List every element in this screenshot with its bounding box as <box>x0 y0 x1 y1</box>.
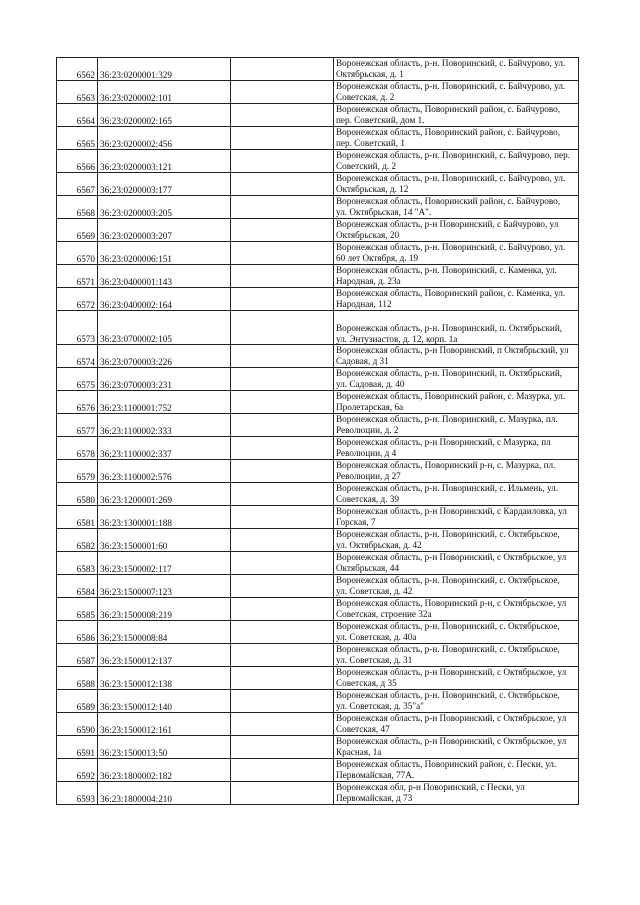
empty-cell <box>231 288 334 311</box>
empty-cell <box>231 483 334 506</box>
cadastral-number-cell: 36:23:1500012:140 <box>98 690 231 713</box>
empty-cell <box>231 81 334 104</box>
table-row <box>57 81 579 104</box>
cadastral-number-cell: 36:23:0200002:165 <box>98 104 231 127</box>
address-line: Советская, д. 39 <box>336 493 399 504</box>
empty-cell <box>231 621 334 644</box>
cadastral-number-cell: 36:23:0200002:101 <box>98 81 231 104</box>
address-line: Воронежская область, Поворинский район, с. Байчурово, <box>336 127 561 137</box>
address-line: Садовая, д 31 <box>336 355 389 366</box>
row-number-cell: 6590 <box>57 713 98 736</box>
cadastral-number-cell: 36:23:1500007:123 <box>98 575 231 598</box>
row-number-cell: 6587 <box>57 644 98 667</box>
address-line: Революции, д 4 <box>336 447 397 458</box>
address-line: Воронежская область, р-н. Поворинский, с. Октябрьское, <box>336 644 560 654</box>
address-line: Воронежская область, р-н Поворинский, с Октябрьское, ул <box>336 552 567 562</box>
empty-cell <box>231 575 334 598</box>
row-number-cell: 6582 <box>57 529 98 552</box>
cadastral-number-cell: 36:23:0200002:456 <box>98 127 231 150</box>
address-cell <box>334 150 579 173</box>
row-number-cell: 6577 <box>57 414 98 437</box>
empty-cell <box>231 690 334 713</box>
row-number-cell: 6585 <box>57 598 98 621</box>
empty-cell <box>231 150 334 173</box>
cadastral-number-cell: 36:23:1100002:333 <box>98 414 231 437</box>
address-line: Воронежская область, р-н. Поворинский, с. Каменка, ул. <box>336 265 557 275</box>
empty-cell <box>231 219 334 242</box>
address-line: Воронежская область, Поворинский район, с. Пески, ул. <box>336 759 557 769</box>
empty-cell <box>231 782 334 805</box>
row-number-cell: 6586 <box>57 621 98 644</box>
address-line: Воронежская область, р-н. Поворинский, с. Байчурово, ул. <box>336 173 566 183</box>
address-line: Советская, строение 32а <box>336 608 432 619</box>
table-row <box>57 759 579 782</box>
address-line: Воронежская область, р-н Поворинский, с Октябрьское, ул <box>336 667 567 677</box>
address-cell <box>334 391 579 414</box>
address-cell <box>334 81 579 104</box>
address-cell <box>334 483 579 506</box>
row-number-cell: 6573 <box>57 311 98 345</box>
cadastral-number-cell: 36:23:1200001:269 <box>98 483 231 506</box>
table-row <box>57 345 579 368</box>
address-cell <box>334 104 579 127</box>
address-line: Воронежская область, р-н. Поворинский, с. Мазурка, пл. <box>336 414 558 424</box>
cadastral-number-cell: 36:23:1100002:576 <box>98 460 231 483</box>
address-cell <box>334 58 579 81</box>
address-cell <box>334 368 579 391</box>
address-line: Воронежская область, р-н Поворинский, с Мазурка, пл <box>336 437 551 447</box>
table-row <box>57 219 579 242</box>
address-line: Революции, д 27 <box>336 470 401 481</box>
row-number-cell: 6570 <box>57 242 98 265</box>
cadastral-number-cell: 36:23:1500002:117 <box>98 552 231 575</box>
address-line: Воронежская область, Поворинский район, с. Мазурка, ул. <box>336 391 566 401</box>
cadastral-number-cell: 36:23:0200003:177 <box>98 173 231 196</box>
row-number-cell: 6572 <box>57 288 98 311</box>
table-row <box>57 265 579 288</box>
address-cell <box>334 265 579 288</box>
address-line: Октябрьская, 44 <box>336 562 400 573</box>
address-line: Красная, 1а <box>336 746 382 757</box>
address-line: Воронежская область, р-н Поворинский, с Байчурово, ул <box>336 219 559 229</box>
address-cell <box>334 506 579 529</box>
empty-cell <box>231 437 334 460</box>
address-line: Народная, д. 23а <box>336 275 401 286</box>
row-number-cell: 6579 <box>57 460 98 483</box>
address-cell <box>334 196 579 219</box>
address-line: Воронежская обл, р-н Поворинский, с Пески, ул <box>336 782 525 792</box>
row-number-cell: 6565 <box>57 127 98 150</box>
address-cell <box>334 127 579 150</box>
cadastral-number-cell: 36:23:1100001:752 <box>98 391 231 414</box>
address-cell <box>334 690 579 713</box>
address-line: ул. Октябрьская, д. 42 <box>336 539 422 550</box>
cadastral-number-cell: 36:23:1300001:188 <box>98 506 231 529</box>
address-line: Воронежская область, р-н Поворинский, п Октябрьский, ул <box>336 345 569 355</box>
table-row <box>57 414 579 437</box>
row-number-cell: 6583 <box>57 552 98 575</box>
row-number-cell: 6563 <box>57 81 98 104</box>
address-line: Воронежская область, р-н. Поворинский, с. Байчурово, ул. <box>336 242 566 252</box>
cadastral-number-cell: 36:23:0700003:231 <box>98 368 231 391</box>
address-line: Октябрьская, д. 12 <box>336 183 409 194</box>
address-cell <box>334 621 579 644</box>
cadastral-number-cell: 36:23:1500012:137 <box>98 644 231 667</box>
address-line: Воронежская область, р-н. Поворинский, п. Октябрьский, <box>336 368 563 378</box>
empty-cell <box>231 598 334 621</box>
cadastral-number-cell: 36:23:0200001:329 <box>98 58 231 81</box>
empty-cell <box>231 196 334 219</box>
table-row <box>57 58 579 81</box>
cadastral-number-cell: 36:23:1800004:210 <box>98 782 231 805</box>
row-number-cell: 6574 <box>57 345 98 368</box>
table-row <box>57 736 579 759</box>
empty-cell <box>231 506 334 529</box>
address-cell <box>334 311 579 345</box>
table-row <box>57 288 579 311</box>
empty-cell <box>231 391 334 414</box>
address-line: Народная, 112 <box>336 298 392 309</box>
table-row <box>57 196 579 219</box>
address-line: ул. Садовая, д. 40 <box>336 378 405 389</box>
row-number-cell: 6588 <box>57 667 98 690</box>
table-row <box>57 104 579 127</box>
row-number-cell: 6591 <box>57 736 98 759</box>
empty-cell <box>231 242 334 265</box>
table-row <box>57 621 579 644</box>
cadastral-number-cell: 36:23:1800002:182 <box>98 759 231 782</box>
cadastral-number-cell: 36:23:0200006:151 <box>98 242 231 265</box>
table-row <box>57 127 579 150</box>
address-line: ул. Советская, д. 31 <box>336 654 413 665</box>
address-line: пер. Советский, 1 <box>336 137 405 148</box>
empty-cell <box>231 460 334 483</box>
address-line: Воронежская область, р-н. Поворинский, с. Октябрьское, <box>336 529 560 539</box>
row-number-cell: 6566 <box>57 150 98 173</box>
address-line: Воронежская область, р-н. Поворинский, с. Байчурово, ул. <box>336 81 566 91</box>
address-line: Воронежская область, р-н Поворинский, с Октябрьское, ул <box>336 736 567 746</box>
address-line: ул. Советская, д. 40а <box>336 631 417 642</box>
address-line: Воронежская область, Поворинский р-н, с Октябрьское, ул <box>336 598 567 608</box>
cadastral-number-cell: 36:23:0400001:143 <box>98 265 231 288</box>
cadastral-number-cell: 36:23:0400002:164 <box>98 288 231 311</box>
table-row <box>57 368 579 391</box>
address-cell <box>334 575 579 598</box>
address-line: Воронежская область, Поворинский район, с. Байчурово, <box>336 196 561 206</box>
address-line: Воронежская область, Поворинский р-н, с. Мазурка, пл. <box>336 460 556 470</box>
empty-cell <box>231 529 334 552</box>
registry-table-body <box>57 58 579 805</box>
address-cell <box>334 414 579 437</box>
address-cell <box>334 288 579 311</box>
table-row <box>57 713 579 736</box>
empty-cell <box>231 368 334 391</box>
cadastral-number-cell: 36:23:1500012:161 <box>98 713 231 736</box>
address-line: ул. Энтузиастов, д. 12, корп. 1а <box>336 333 458 344</box>
address-line: Воронежская область, р-н Поворинский, с Кардаиловка, ул <box>336 506 567 516</box>
address-cell <box>334 713 579 736</box>
row-number-cell: 6592 <box>57 759 98 782</box>
empty-cell <box>231 58 334 81</box>
property-registry-table <box>56 57 579 805</box>
table-row <box>57 173 579 196</box>
empty-cell <box>231 713 334 736</box>
cadastral-number-cell: 36:23:1500013:50 <box>98 736 231 759</box>
empty-cell <box>231 644 334 667</box>
cadastral-number-cell: 36:23:0200003:207 <box>98 219 231 242</box>
table-row <box>57 311 579 345</box>
address-line: Первомайская, 77А. <box>336 769 415 780</box>
row-number-cell: 6576 <box>57 391 98 414</box>
address-cell <box>334 552 579 575</box>
address-cell <box>334 219 579 242</box>
address-cell <box>334 529 579 552</box>
address-line: Пролетарская, 6а <box>336 401 404 412</box>
table-row <box>57 460 579 483</box>
address-line: ул. Октябрьская, 14 "А". <box>336 206 432 217</box>
row-number-cell: 6562 <box>57 58 98 81</box>
row-number-cell: 6575 <box>57 368 98 391</box>
address-cell <box>334 759 579 782</box>
address-line: Воронежская область, р-н. Поворинский, с. Ильмень, ул. <box>336 483 559 493</box>
cadastral-number-cell: 36:23:0700003:226 <box>98 345 231 368</box>
address-cell <box>334 782 579 805</box>
address-line: Советская, 47 <box>336 723 390 734</box>
address-cell <box>334 460 579 483</box>
cadastral-number-cell: 36:23:0200003:121 <box>98 150 231 173</box>
address-line: Советский, д. 2 <box>336 160 397 171</box>
address-line: ул. Советская, д. 42 <box>336 585 413 596</box>
address-line: Воронежская область, Поворинский район, с. Байчурово, <box>336 104 561 114</box>
row-number-cell: 6569 <box>57 219 98 242</box>
table-row <box>57 529 579 552</box>
address-cell <box>334 644 579 667</box>
empty-cell <box>231 552 334 575</box>
address-line: ул. Советская, д. 35"а" <box>336 700 424 711</box>
row-number-cell: 6589 <box>57 690 98 713</box>
empty-cell <box>231 667 334 690</box>
table-row <box>57 782 579 805</box>
empty-cell <box>231 173 334 196</box>
address-line: пер. Советский, дом 1. <box>336 114 425 125</box>
address-line: Воронежская область, р-н. Поворинский, с. Октябрьское, <box>336 575 560 585</box>
empty-cell <box>231 104 334 127</box>
cadastral-number-cell: 36:23:1500008:219 <box>98 598 231 621</box>
table-row <box>57 667 579 690</box>
table-row <box>57 506 579 529</box>
cadastral-number-cell: 36:23:1500012:138 <box>98 667 231 690</box>
address-cell <box>334 437 579 460</box>
table-row <box>57 575 579 598</box>
empty-cell <box>231 736 334 759</box>
row-number-cell: 6568 <box>57 196 98 219</box>
table-row <box>57 598 579 621</box>
empty-cell <box>231 265 334 288</box>
address-cell <box>334 667 579 690</box>
row-number-cell: 6580 <box>57 483 98 506</box>
empty-cell <box>231 759 334 782</box>
address-line: Воронежская область, р-н. Поворинский, с. Байчурово, ул. <box>336 58 566 68</box>
address-cell <box>334 173 579 196</box>
address-line: Воронежская область, р-н. Поворинский, п. Октябрьский, <box>336 323 563 333</box>
address-line: Воронежская область, р-н. Поворинский, с. Октябрьское, <box>336 690 560 700</box>
empty-cell <box>231 311 334 345</box>
empty-cell <box>231 414 334 437</box>
address-line: Октябрьская, д. 1 <box>336 68 404 79</box>
cadastral-number-cell: 36:23:1100002:337 <box>98 437 231 460</box>
address-cell <box>334 736 579 759</box>
table-row <box>57 690 579 713</box>
table-row <box>57 644 579 667</box>
table-row <box>57 242 579 265</box>
table-row <box>57 437 579 460</box>
row-number-cell: 6584 <box>57 575 98 598</box>
cadastral-number-cell: 36:23:0200003:205 <box>98 196 231 219</box>
address-line: Советская, д 35 <box>336 677 397 688</box>
address-cell <box>334 598 579 621</box>
address-line: Революции, д. 2 <box>336 424 399 435</box>
address-line: Первомайская, д 73 <box>336 792 413 803</box>
address-line: Воронежская область, р-н. Поворинский, с. Байчурово, пер. <box>336 150 571 160</box>
row-number-cell: 6578 <box>57 437 98 460</box>
row-number-cell: 6581 <box>57 506 98 529</box>
table-row <box>57 483 579 506</box>
cadastral-number-cell: 36:23:0700002:105 <box>98 311 231 345</box>
empty-cell <box>231 127 334 150</box>
address-cell <box>334 242 579 265</box>
address-line: Горская, 7 <box>336 516 376 527</box>
address-line: Воронежская область, Поворинский район, с. Каменка, ул. <box>336 288 566 298</box>
cadastral-number-cell: 36:23:1500008:84 <box>98 621 231 644</box>
cadastral-number-cell: 36:23:1500001:60 <box>98 529 231 552</box>
table-row <box>57 391 579 414</box>
address-cell <box>334 345 579 368</box>
table-row <box>57 150 579 173</box>
empty-cell <box>231 345 334 368</box>
address-line: Воронежская область, р-н. Поворинский, с. Октябрьское, <box>336 621 560 631</box>
address-line: 60 лет Октября, д. 19 <box>336 252 419 263</box>
row-number-cell: 6593 <box>57 782 98 805</box>
address-line: Октябрьская, 20 <box>336 229 400 240</box>
row-number-cell: 6567 <box>57 173 98 196</box>
row-number-cell: 6571 <box>57 265 98 288</box>
row-number-cell: 6564 <box>57 104 98 127</box>
address-line: Воронежская область, р-н Поворинский, с Октябрьское, ул <box>336 713 567 723</box>
address-line: Советская, д. 2 <box>336 91 395 102</box>
table-row <box>57 552 579 575</box>
